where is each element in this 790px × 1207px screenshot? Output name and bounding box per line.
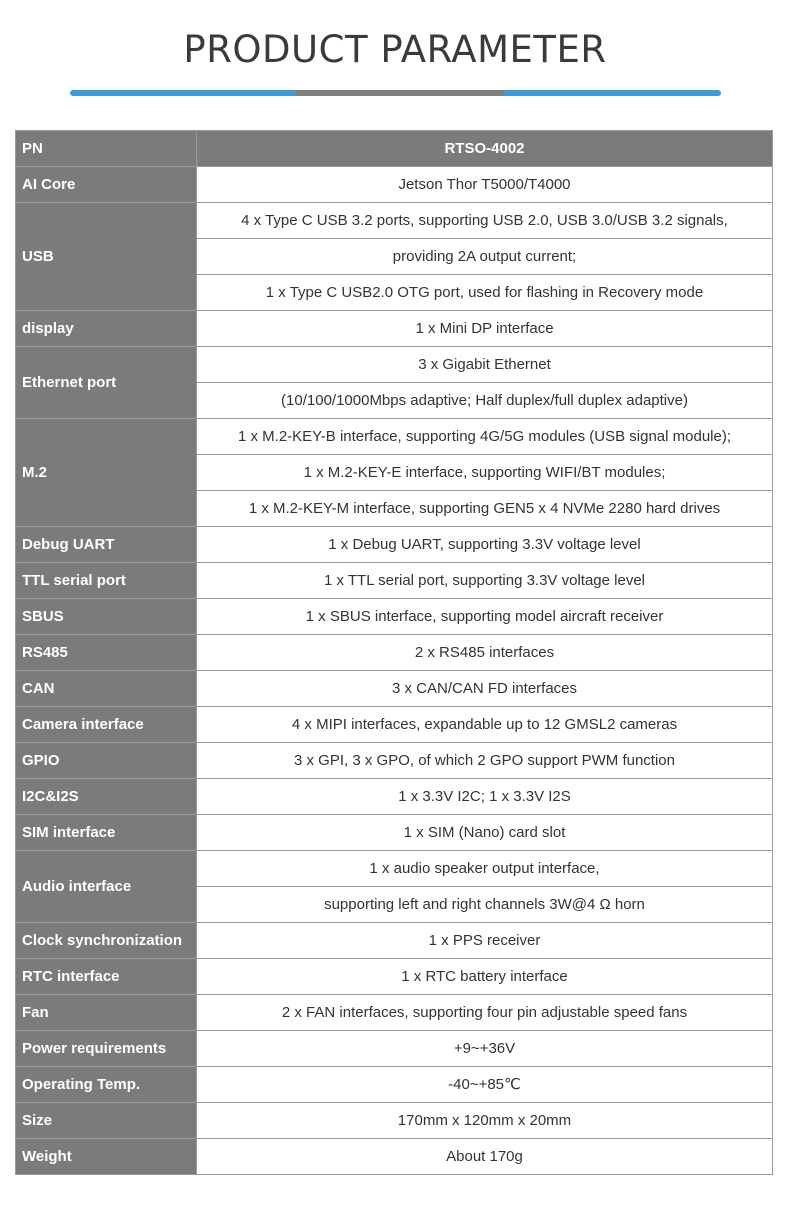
spec-value-cell: 1 x M.2-KEY-B interface, supporting 4G/5G modules (USB signal module);: [197, 419, 773, 455]
spec-value-cell: 3 x GPI, 3 x GPO, of which 2 GPO support PWM function: [197, 743, 773, 779]
spec-key-cell: RS485: [16, 635, 197, 671]
spec-value-cell: About 170g: [197, 1139, 773, 1175]
spec-key-cell: Operating Temp.: [16, 1067, 197, 1103]
spec-value-cell: 1 x TTL serial port, supporting 3.3V voltage level: [197, 563, 773, 599]
table-row: [16, 203, 773, 239]
spec-value-cell: 4 x MIPI interfaces, expandable up to 12 GMSL2 cameras: [197, 707, 773, 743]
spec-value-cell: 1 x audio speaker output interface,: [197, 851, 773, 887]
spec-value-cell: 1 x Mini DP interface: [197, 311, 773, 347]
spec-key-cell: SIM interface: [16, 815, 197, 851]
table-row: [16, 347, 773, 383]
spec-key-cell: Size: [16, 1103, 197, 1139]
table-row: [16, 995, 773, 1031]
spec-value-cell: 1 x PPS receiver: [197, 923, 773, 959]
spec-key-cell: Ethernet port: [16, 347, 197, 419]
spec-key-cell: RTC interface: [16, 959, 197, 995]
table-row: [16, 743, 773, 779]
table-row: [16, 815, 773, 851]
spec-value-cell: +9~+36V: [197, 1031, 773, 1067]
spec-key-cell: Audio interface: [16, 851, 197, 923]
spec-key-cell: Fan: [16, 995, 197, 1031]
spec-key-cell: GPIO: [16, 743, 197, 779]
spec-value-cell: Jetson Thor T5000/T4000: [197, 167, 773, 203]
table-row: [16, 599, 773, 635]
spec-key-cell: TTL serial port: [16, 563, 197, 599]
table-row: [16, 1139, 773, 1175]
spec-value-cell: 1 x 3.3V I2C; 1 x 3.3V I2S: [197, 779, 773, 815]
spec-key-cell: Clock synchronization: [16, 923, 197, 959]
page-title: PRODUCT PARAMETER: [183, 28, 607, 71]
spec-key-cell: I2C&I2S: [16, 779, 197, 815]
spec-key-cell: USB: [16, 203, 197, 311]
spec-value-cell: 2 x RS485 interfaces: [197, 635, 773, 671]
table-row: [16, 635, 773, 671]
spec-value-cell: 1 x M.2-KEY-E interface, supporting WIFI/BT modules;: [197, 455, 773, 491]
title-underline: [70, 90, 721, 96]
table-header-row: [16, 131, 773, 167]
spec-value-cell: 1 x SBUS interface, supporting model aircraft receiver: [197, 599, 773, 635]
spec-value-cell: 1 x M.2-KEY-M interface, supporting GEN5 x 4 NVMe 2280 hard drives: [197, 491, 773, 527]
spec-value-cell: 3 x CAN/CAN FD interfaces: [197, 671, 773, 707]
spec-value-cell: providing 2A output current;: [197, 239, 773, 275]
table-row: [16, 1031, 773, 1067]
table-row: [16, 707, 773, 743]
spec-value-cell: -40~+85℃: [197, 1067, 773, 1103]
table-row: [16, 311, 773, 347]
underline-segment-left: [70, 90, 295, 96]
table-row: [16, 1103, 773, 1139]
underline-segment-middle: [295, 90, 504, 96]
spec-value-cell: 1 x Debug UART, supporting 3.3V voltage level: [197, 527, 773, 563]
spec-value-cell: supporting left and right channels 3W@4 Ω horn: [197, 887, 773, 923]
spec-value-cell: (10/100/1000Mbps adaptive; Half duplex/full duplex adaptive): [197, 383, 773, 419]
table-row: [16, 779, 773, 815]
spec-key-cell: Debug UART: [16, 527, 197, 563]
spec-key-cell: SBUS: [16, 599, 197, 635]
spec-key-cell: Camera interface: [16, 707, 197, 743]
table-row: [16, 167, 773, 203]
spec-key-cell: AI Core: [16, 167, 197, 203]
spec-key-cell: Weight: [16, 1139, 197, 1175]
spec-key-cell: CAN: [16, 671, 197, 707]
table-row: [16, 851, 773, 887]
spec-key-cell: display: [16, 311, 197, 347]
underline-segment-right: [504, 90, 721, 96]
table-row: [16, 1067, 773, 1103]
spec-value-cell: 2 x FAN interfaces, supporting four pin adjustable speed fans: [197, 995, 773, 1031]
spec-key-cell: M.2: [16, 419, 197, 527]
spec-value-cell: 1 x RTC battery interface: [197, 959, 773, 995]
table-row: [16, 671, 773, 707]
spec-table: [15, 130, 773, 1175]
table-row: [16, 527, 773, 563]
spec-value-cell: 1 x SIM (Nano) card slot: [197, 815, 773, 851]
header-value-cell: RTSO-4002: [197, 131, 773, 167]
table-row: [16, 923, 773, 959]
header-key-cell: PN: [16, 131, 197, 167]
spec-value-cell: 1 x Type C USB2.0 OTG port, used for flashing in Recovery mode: [197, 275, 773, 311]
spec-value-cell: 4 x Type C USB 3.2 ports, supporting USB 2.0, USB 3.0/USB 3.2 signals,: [197, 203, 773, 239]
table-row: [16, 959, 773, 995]
spec-value-cell: 3 x Gigabit Ethernet: [197, 347, 773, 383]
table-row: [16, 563, 773, 599]
spec-value-cell: 170mm x 120mm x 20mm: [197, 1103, 773, 1139]
table-row: [16, 419, 773, 455]
spec-key-cell: Power requirements: [16, 1031, 197, 1067]
